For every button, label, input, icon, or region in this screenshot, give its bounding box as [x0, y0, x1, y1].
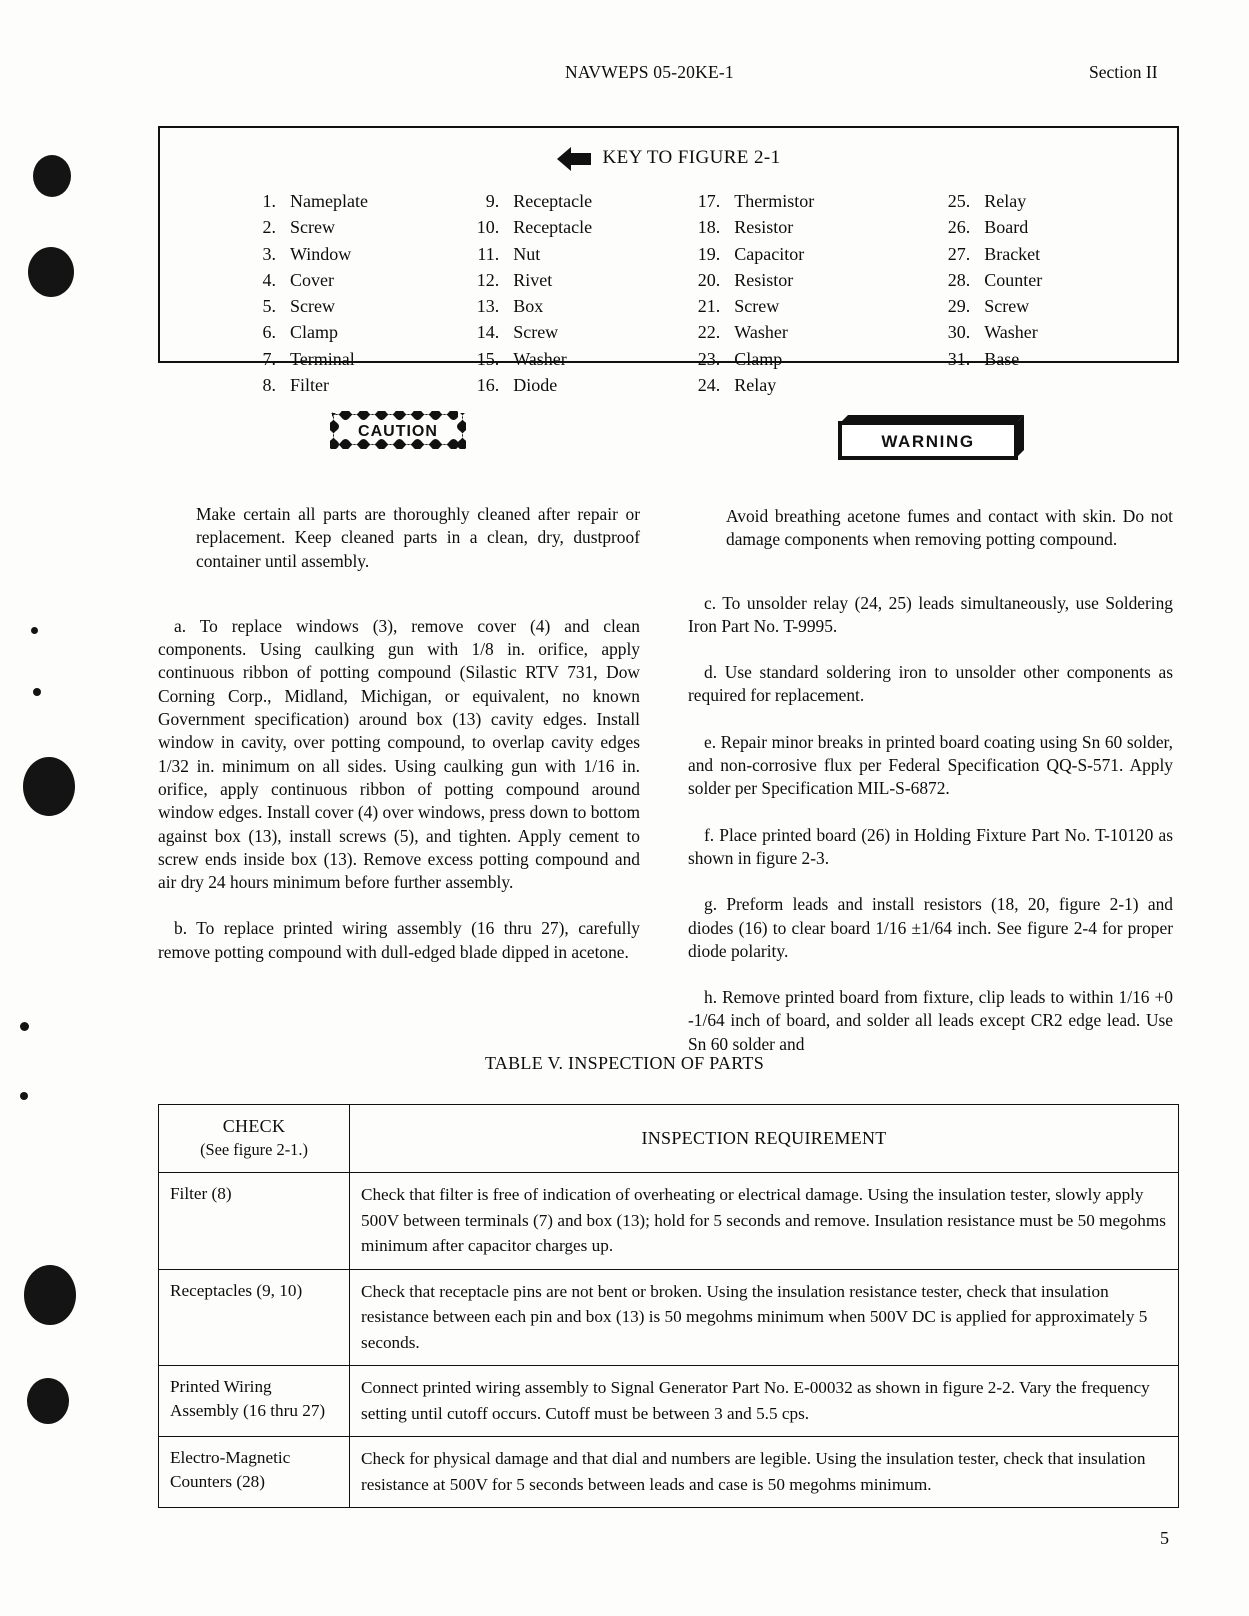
key-item-number: 27.: [947, 243, 971, 264]
table-caption: TABLE V. INSPECTION OF PARTS: [484, 1053, 765, 1073]
key-item-label: Nameplate: [290, 191, 368, 211]
key-item-number: 5.: [262, 296, 276, 317]
key-item-label: Bracket: [984, 243, 1041, 264]
procedure-paragraph-c: c. To unsolder relay (24, 25) leads simultaneously, use Soldering Iron Part No. T-9995.: [688, 592, 1173, 636]
caution-banner: [330, 411, 466, 449]
key-item-number: 26.: [947, 217, 971, 238]
key-item-number: 18.: [697, 217, 721, 238]
key-item-number: 14.: [476, 322, 500, 343]
key-item-number: 13.: [476, 296, 500, 317]
key-item: [944, 214, 1177, 240]
key-item: [944, 267, 1177, 293]
key-item: [694, 267, 905, 293]
key-item-label: Capacitor: [734, 243, 805, 264]
page-number: 5: [1160, 1528, 1169, 1548]
document-id: NAVWEPS 05-20KE-1: [565, 62, 734, 82]
scan-artifact: [31, 627, 38, 634]
row-requirement-receptacles: Check that receptacle pins are not bent or broken. Using the insulation resistance tester, check that insulation resistance between each pin and box (13) is 50 megohms minimum when 500V DC is applied for approximately 5 seconds.: [350, 1269, 1179, 1366]
key-item-number: 2.: [262, 217, 276, 238]
key-item-label: Clamp: [734, 348, 783, 369]
table-row: [159, 1437, 1179, 1508]
key-item: [944, 241, 1177, 267]
key-item-number: 28.: [947, 269, 971, 290]
key-item-number: 4.: [262, 269, 276, 290]
key-item: [473, 214, 654, 240]
key-item: [694, 293, 905, 319]
key-item-number: 8.: [262, 375, 276, 396]
key-item-label: Thermistor: [734, 191, 815, 211]
key-item-label: Board: [984, 217, 1029, 238]
key-title: KEY TO FIGURE 2-1: [602, 147, 781, 168]
key-item-label: Screw: [734, 296, 780, 317]
column-header-check-sub: (See figure 2-1.): [200, 1140, 308, 1159]
scan-artifact: [20, 1092, 28, 1100]
key-item-label: Screw: [513, 322, 559, 343]
key-item-label: Nut: [513, 243, 541, 264]
key-item-label: Window: [290, 243, 352, 264]
key-item: [250, 214, 407, 240]
row-check-electro-magnetic-counters: Electro-Magnetic Counters (28): [159, 1437, 350, 1508]
column-header-check: [159, 1105, 350, 1173]
scan-artifact: [24, 1265, 76, 1325]
table-header-row: [159, 1105, 1179, 1173]
warning-body-text: Avoid breathing acetone fumes and contact with skin. Do not damage components when removing potting compound.: [726, 506, 1173, 550]
scan-artifact: [33, 688, 41, 696]
scan-artifact: [33, 155, 71, 197]
key-item-label: Rivet: [513, 269, 553, 290]
key-item-label: Box: [513, 296, 544, 317]
row-requirement-electro-magnetic-counters: Check for physical damage and that dial and numbers are legible. Using the insulation tester, check that insulation resistance at 500V for 5 seconds between leads and case is 50 megohms minimum.: [350, 1437, 1179, 1508]
key-item-number: 16.: [476, 375, 500, 396]
key-item: [250, 319, 407, 345]
key-item: [944, 319, 1177, 345]
key-item-number: 6.: [262, 322, 276, 343]
key-item: [944, 293, 1177, 319]
key-item: [944, 346, 1177, 372]
procedure-paragraph-b: b. To replace printed wiring assembly (16 thru 27), carefully remove potting compound with dull-edged blade dipped in acetone.: [158, 918, 640, 962]
column-header-check-main: CHECK: [222, 1116, 286, 1136]
warning-banner: [836, 409, 1024, 466]
key-item-label: Washer: [984, 322, 1038, 343]
table-row: [159, 1269, 1179, 1366]
procedure-paragraph-h: h. Remove printed board from fixture, clip leads to within 1/16 +0 -1/64 inch of board, and solder all leads except CR2 edge lead. Use Sn 60 solder and: [688, 987, 1173, 1054]
key-item-label: Diode: [513, 375, 558, 396]
key-item-number: 22.: [697, 322, 721, 343]
key-item-number: 11.: [477, 243, 500, 264]
key-item-label: Filter: [290, 375, 329, 396]
column-header-requirement-label: INSPECTION REQUIREMENT: [641, 1127, 887, 1148]
key-item-label: Cover: [290, 269, 334, 290]
key-item-label: Relay: [984, 191, 1027, 211]
key-item-number: 30.: [947, 322, 971, 343]
procedure-paragraph-e: e. Repair minor breaks in printed board coating using Sn 60 solder, and non-corrosive flux per Federal Specification QQ-S-571. Apply solder per Specification MIL-S-6872.: [688, 731, 1173, 799]
scan-artifact: [23, 757, 75, 816]
key-item-label: Receptacle: [513, 217, 593, 238]
section-label: Section II: [1089, 62, 1158, 82]
key-item-number: 12.: [476, 269, 500, 290]
key-item-number: 21.: [697, 296, 721, 317]
procedure-paragraph-g: g. Preform leads and install resistors (18, 20, figure 2-1) and diodes (16) to clear board 1/16 ±1/64 inch. See figure 2-4 for proper diode polarity.: [688, 894, 1173, 961]
key-item: [250, 241, 407, 267]
key-item-number: 15.: [476, 348, 500, 369]
key-item: [694, 241, 905, 267]
key-item: [250, 346, 407, 372]
key-item: [250, 372, 407, 398]
key-item: [250, 188, 407, 214]
key-item-number: 23.: [697, 348, 721, 369]
key-item: [250, 267, 407, 293]
running-head: [0, 62, 1249, 88]
key-item-number: 10.: [476, 217, 500, 238]
column-header-requirement: [350, 1105, 1179, 1173]
key-item-label: Washer: [513, 348, 567, 369]
key-column-2: [407, 188, 654, 398]
key-item-label: Screw: [290, 296, 335, 317]
key-item: [473, 293, 654, 319]
key-item: [694, 372, 905, 398]
key-item-label: Relay: [734, 375, 777, 396]
key-item-number: 29.: [947, 296, 971, 317]
key-item-label: Terminal: [290, 348, 355, 369]
key-item: [694, 319, 905, 345]
scan-artifact: [28, 247, 74, 297]
key-item-label: Screw: [984, 296, 1030, 317]
key-item: [473, 267, 654, 293]
key-item-label: Screw: [290, 217, 335, 238]
key-item: [694, 188, 905, 214]
row-check-filter: Filter (8): [159, 1173, 350, 1270]
warning-label: WARNING: [881, 432, 975, 451]
key-item: [473, 372, 654, 398]
left-text-column: [158, 503, 640, 964]
left-arrow-icon: [557, 146, 591, 172]
caution-body-text: Make certain all parts are thoroughly cleaned after repair or replacement. Keep cleaned parts in a clean, dry, dustproof container until assembly.: [196, 504, 640, 571]
key-item-label: Clamp: [290, 322, 338, 343]
row-check-receptacles: Receptacles (9, 10): [159, 1269, 350, 1366]
key-item-label: Base: [984, 348, 1020, 369]
procedure-paragraph-d: d. Use standard soldering iron to unsolder other components as required for replacement.: [688, 662, 1173, 706]
procedure-paragraph-f: f. Place printed board (26) in Holding Fixture Part No. T-10120 as shown in figure 2-3.: [688, 824, 1173, 868]
key-to-figure-box: [158, 126, 1179, 396]
key-item-label: Counter: [984, 269, 1043, 290]
key-item: [473, 319, 654, 345]
key-item: [694, 214, 905, 240]
key-item: [473, 346, 654, 372]
key-item-number: 31.: [947, 348, 971, 369]
table-row: [159, 1173, 1179, 1270]
key-item-number: 3.: [262, 243, 276, 264]
key-item: [473, 241, 654, 267]
key-item-number: 24.: [697, 375, 721, 396]
key-item: [944, 188, 1177, 214]
key-item-number: 25.: [947, 191, 971, 211]
scan-artifact: [27, 1378, 69, 1424]
key-column-4: [905, 188, 1177, 398]
key-title-row: [160, 145, 1177, 171]
row-requirement-filter: Check that filter is free of indication of overheating or electrical damage. Using the insulation tester, slowly apply 500V between terminals (7) and box (13); hold for 5 seconds and remove. Insulation resistance must be 50 megohms minimum after capacitor charges up.: [350, 1173, 1179, 1270]
row-check-printed-wiring-assembly: Printed Wiring Assembly (16 thru 27): [159, 1366, 350, 1437]
scan-artifact: [20, 1022, 29, 1031]
key-column-1: [160, 188, 407, 398]
table-row: [159, 1366, 1179, 1437]
key-item-number: 7.: [262, 348, 276, 369]
key-item-number: 1.: [262, 191, 276, 211]
key-item-label: Washer: [734, 322, 788, 343]
row-requirement-printed-wiring-assembly: Connect printed wiring assembly to Signal Generator Part No. E-00032 as shown in figure 2-2. Vary the frequency setting until cutoff occurs. Cutoff must be between 3 and 5.5 cps.: [350, 1366, 1179, 1437]
key-item: [250, 293, 407, 319]
key-item-number: 17.: [697, 191, 721, 211]
key-item-label: Resistor: [734, 269, 794, 290]
caution-label: CAUTION: [358, 423, 438, 440]
key-item-number: 20.: [697, 269, 721, 290]
key-item-label: Receptacle: [513, 191, 593, 211]
key-item-number: 9.: [485, 191, 500, 211]
right-text-column: [688, 505, 1173, 1056]
key-item-label: Resistor: [734, 217, 794, 238]
key-item-number: 19.: [697, 243, 721, 264]
key-item: [694, 346, 905, 372]
key-columns: [160, 188, 1177, 398]
key-column-3: [654, 188, 905, 398]
procedure-paragraph-a: a. To replace windows (3), remove cover (4) and clean components. Using caulking gun with 1/8 in. orifice, apply continuous ribbon of potting compound (Silastic RTV 731, Dow Corning Corp., Midland, Michigan, or equivalent, no known Government specification) around box (13) cavity edges. Install window in cavity, over potting compound, to overlap cavity edges 1/32 in. minimum on all sides. Using caulking gun with 1/16 in. orifice, apply continuous ribbon of potting compound around window edges. Install cover (4) over windows, press down to bottom against box (13), install screws (5), and tighten. Apply cement to screw ends inside box (13). Remove excess potting compound and air dry 24 hours minimum before further assembly.: [158, 615, 640, 893]
inspection-of-parts-table: [158, 1104, 1179, 1508]
key-item: [473, 188, 654, 214]
